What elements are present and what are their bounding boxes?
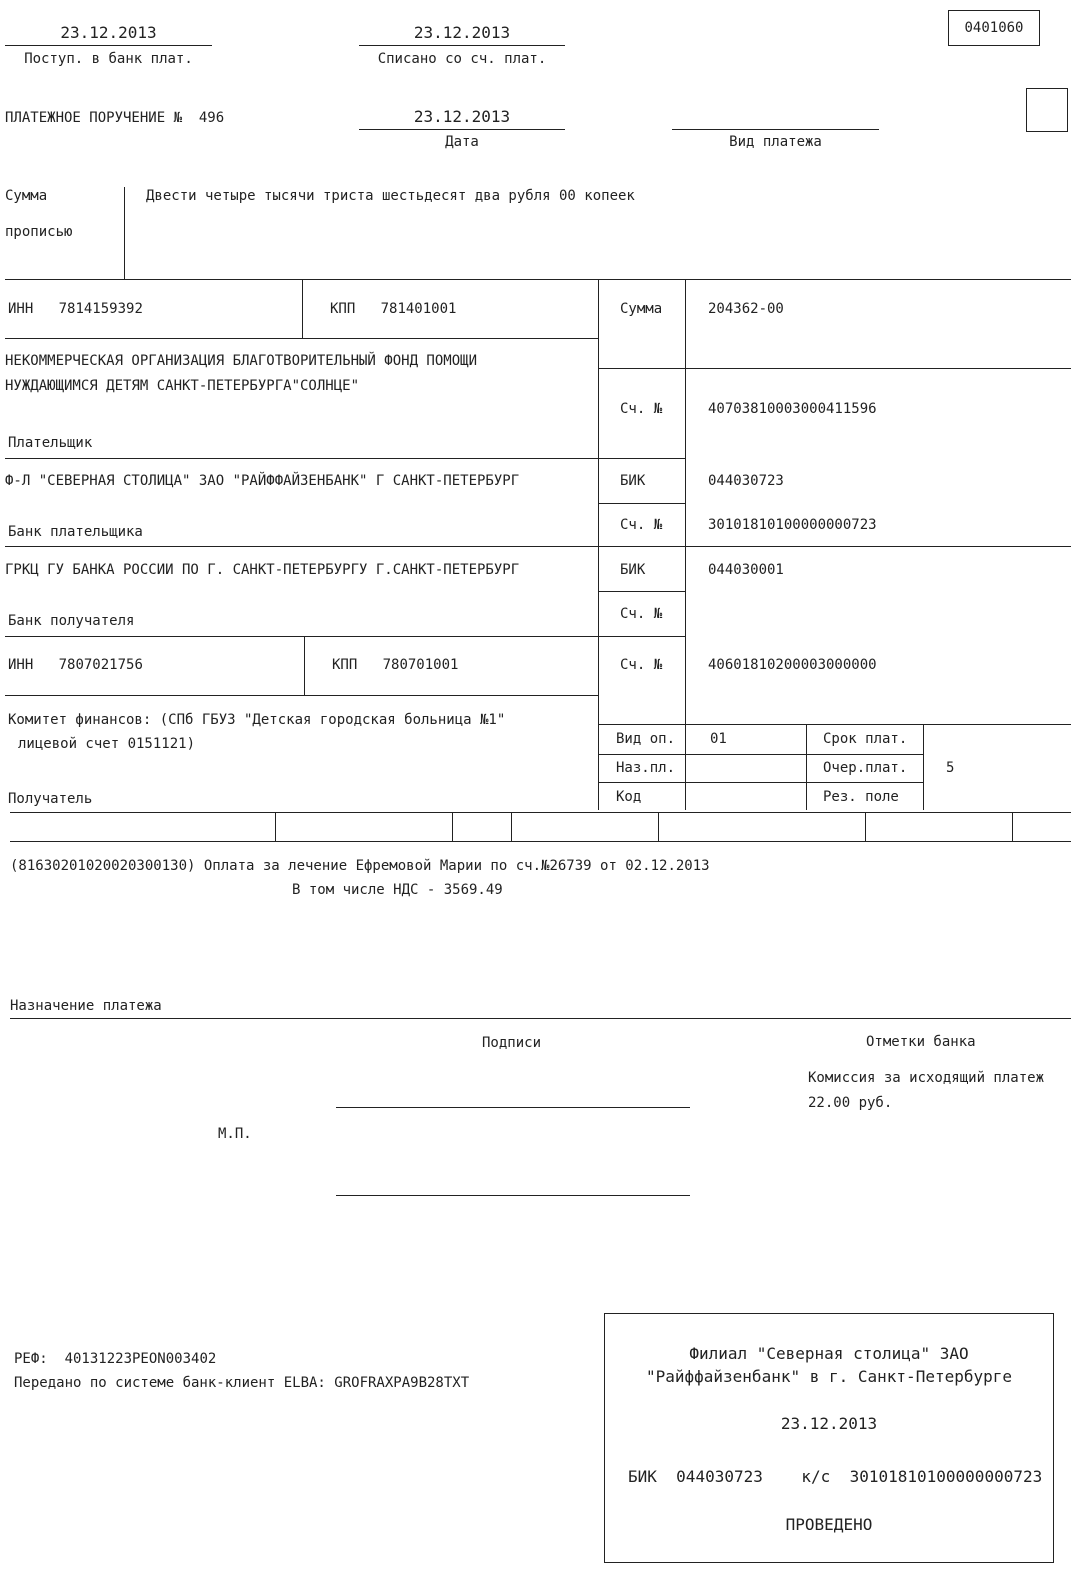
- payer-kpp: [330, 300, 456, 318]
- payee-name-top-line: [5, 695, 598, 696]
- stamp-place-label: М.П.: [218, 1126, 252, 1142]
- ref-value: 40131223PEON003402: [64, 1351, 217, 1367]
- tax-cell-divider-4: [658, 812, 659, 841]
- payer-kpp-label: КПП: [330, 301, 356, 317]
- codes-row-line-2: [598, 782, 923, 783]
- stamp-bik-label: БИК: [628, 1467, 657, 1486]
- payer-bottom-line: [5, 458, 685, 459]
- payer-bank-bottom-line: [5, 546, 1071, 547]
- payee-account: 40601810200003000000: [708, 657, 877, 673]
- signature-line-2: [336, 1195, 690, 1196]
- tax-row-top-line: [10, 812, 1071, 813]
- order-date-underline: [359, 129, 565, 130]
- stamp-line-1: Филиал "Северная столица" ЗАО: [689, 1344, 969, 1363]
- codes-vertical-1: [806, 724, 807, 810]
- received-date: 23.12.2013: [60, 23, 157, 42]
- payer-name-line-2: НУЖДАЮЩИМСЯ ДЕТЯМ САНКТ-ПЕТЕРБУРГА"СОЛНЦЕ": [5, 378, 360, 394]
- reserve-label: Рез. поле: [823, 789, 899, 805]
- payee-bank-account-label: Сч. №: [620, 606, 663, 622]
- stamp-status: ПРОВЕДЕНО: [785, 1515, 873, 1534]
- codes-top-line: [598, 724, 1071, 725]
- payee-bank-label: Банк получателя: [8, 613, 135, 629]
- transfer-text: Передано по системе банк-клиент ELBA: GROFRAXPA9B28TXT: [14, 1375, 470, 1391]
- priority-label: Очер.плат.: [823, 760, 908, 776]
- payee-bank-name: ГРКЦ ГУ БАНКА РОССИИ ПО Г. САНКТ-ПЕТЕРБУРГУ Г.САНКТ-ПЕТЕРБУРГ: [5, 562, 520, 578]
- received-date-underline: [5, 45, 212, 46]
- order-date: 23.12.2013: [413, 107, 511, 126]
- due-label: Срок плат.: [823, 731, 908, 747]
- stamp-ks-label: к/с: [801, 1467, 831, 1486]
- payer-bank-name: Ф-Л "СЕВЕРНАЯ СТОЛИЦА" ЗАО "РАЙФФАЙЗЕНБАНК" Г САНКТ-ПЕТЕРБУРГ: [5, 473, 520, 489]
- payer-inn-value: 7814159392: [58, 301, 143, 317]
- payee-name-line-2: лицевой счет 0151121): [18, 736, 196, 752]
- payer-bank-account-label: Сч. №: [620, 517, 663, 533]
- payer-bank-bik: 044030723: [708, 473, 784, 489]
- payer-bank-bik-label: БИК: [620, 473, 646, 489]
- payment-type-underline: [672, 129, 879, 130]
- purpose-bottom-line: [10, 1018, 1071, 1019]
- tax-cell-divider-2: [452, 812, 453, 841]
- order-date-label: Дата: [445, 134, 479, 150]
- stamp-bik: 044030723: [676, 1467, 763, 1486]
- signatures-label: Подписи: [482, 1035, 542, 1051]
- form-code: 0401060: [964, 20, 1024, 36]
- payer-label: Плательщик: [8, 435, 93, 451]
- debited-date-underline: [359, 45, 565, 46]
- sum-label: Сумма: [620, 301, 663, 317]
- tax-cell-divider-6: [1012, 812, 1013, 841]
- form-code-box: [948, 10, 1040, 46]
- purpose-label: Назначение платежа: [10, 998, 162, 1014]
- bank-marks-label: Отметки банка: [866, 1034, 976, 1050]
- payee-label: Получатель: [8, 791, 93, 807]
- stamp-line-2: "Райффайзенбанк" в г. Санкт-Петербурге: [645, 1367, 1013, 1386]
- payer-inn-label: ИНН: [8, 301, 34, 317]
- priority-value: 5: [946, 760, 955, 776]
- received-date-label: Поступ. в банк плат.: [24, 51, 193, 67]
- payer-bank-bik-line: [598, 503, 685, 504]
- op-type-label: Вид оп.: [616, 731, 676, 747]
- payer-inn: [8, 300, 143, 318]
- sum-value: 204362-00: [708, 301, 784, 317]
- payee-inn-value: 7807021756: [58, 657, 143, 673]
- payee-bank-bik-line: [598, 591, 685, 592]
- order-title-text: ПЛАТЕЖНОЕ ПОРУЧЕНИЕ №: [5, 110, 183, 126]
- payee-name-line-1: Комитет финансов: (СПб ГБУЗ "Детская городская больница №1": [8, 712, 506, 728]
- signature-line-1: [336, 1107, 690, 1108]
- stamp-bik-line: [628, 1466, 1042, 1488]
- grid-line-top: [5, 279, 1071, 280]
- payee-bank-bik: 044030001: [708, 562, 784, 578]
- sum-bottom-line: [598, 368, 1071, 369]
- payer-name-top-line: [5, 338, 598, 339]
- payer-bank-account: 30101810100000000723: [708, 517, 877, 533]
- grid-label-vertical: [685, 279, 686, 810]
- code-label: Код: [616, 789, 642, 805]
- debited-date: 23.12.2013: [413, 23, 511, 42]
- tax-cell-divider-1: [275, 812, 276, 841]
- payer-kpp-value: 781401001: [380, 301, 457, 317]
- payer-account-label: Сч. №: [620, 401, 663, 417]
- payee-kpp-value: 780701001: [382, 657, 459, 673]
- order-title: [5, 109, 224, 127]
- codes-row-line-1: [598, 754, 923, 755]
- purpose-line-2: В том числе НДС - 3569.49: [292, 882, 503, 898]
- order-number: 496: [198, 110, 225, 126]
- payer-name-line-1: НЕКОММЕРЧЕСКАЯ ОРГАНИЗАЦИЯ БЛАГОТВОРИТЕЛЬНЫЙ ФОНД ПОМОЩИ: [5, 353, 478, 369]
- amount-words-divider: [124, 187, 125, 279]
- tax-row-bottom-line: [10, 841, 1071, 842]
- payee-bank-bottom-line: [5, 636, 685, 637]
- purpose-code-label: Наз.пл.: [616, 760, 676, 776]
- codes-vertical-2: [923, 724, 924, 810]
- payee-kpp: [332, 656, 458, 674]
- tax-cell-divider-5: [865, 812, 866, 841]
- payee-bank-bik-label: БИК: [620, 562, 646, 578]
- tax-cell-divider-3: [511, 812, 512, 841]
- commission-line-2: 22.00 руб.: [808, 1095, 893, 1111]
- payee-inn-label: ИНН: [8, 657, 34, 673]
- ref-line: [14, 1350, 216, 1368]
- ref-label: РЕФ:: [14, 1351, 48, 1367]
- stamp-date: 23.12.2013: [780, 1414, 878, 1433]
- amount-words-text: Двести четыре тысячи триста шестьдесят два рубля 00 копеек: [146, 188, 635, 204]
- payer-inn-kpp-divider: [302, 279, 303, 338]
- amount-words-label-1: Сумма: [5, 188, 48, 204]
- debited-date-label: Списано со сч. плат.: [377, 51, 547, 67]
- stamp-ks: 30101810100000000723: [849, 1467, 1043, 1486]
- payee-account-label: Сч. №: [620, 657, 663, 673]
- payment-type-label: Вид платежа: [729, 134, 822, 150]
- amount-words-label-2: прописью: [5, 224, 73, 240]
- payment-type-box: [1026, 88, 1068, 132]
- payer-bank-label: Банк плательщика: [8, 524, 143, 540]
- commission-line-1: Комиссия за исходящий платеж: [808, 1070, 1045, 1086]
- grid-center-vertical: [598, 279, 599, 810]
- purpose-line-1: (81630201020020300130) Оплата за лечение Ефремовой Марии по сч.№26739 от 02.12.2013: [10, 858, 710, 874]
- op-type-value: 01: [710, 731, 727, 747]
- payee-inn-kpp-divider: [304, 636, 305, 695]
- payer-account: 40703810003000411596: [708, 401, 877, 417]
- payee-kpp-label: КПП: [332, 657, 358, 673]
- payee-inn: [8, 656, 143, 674]
